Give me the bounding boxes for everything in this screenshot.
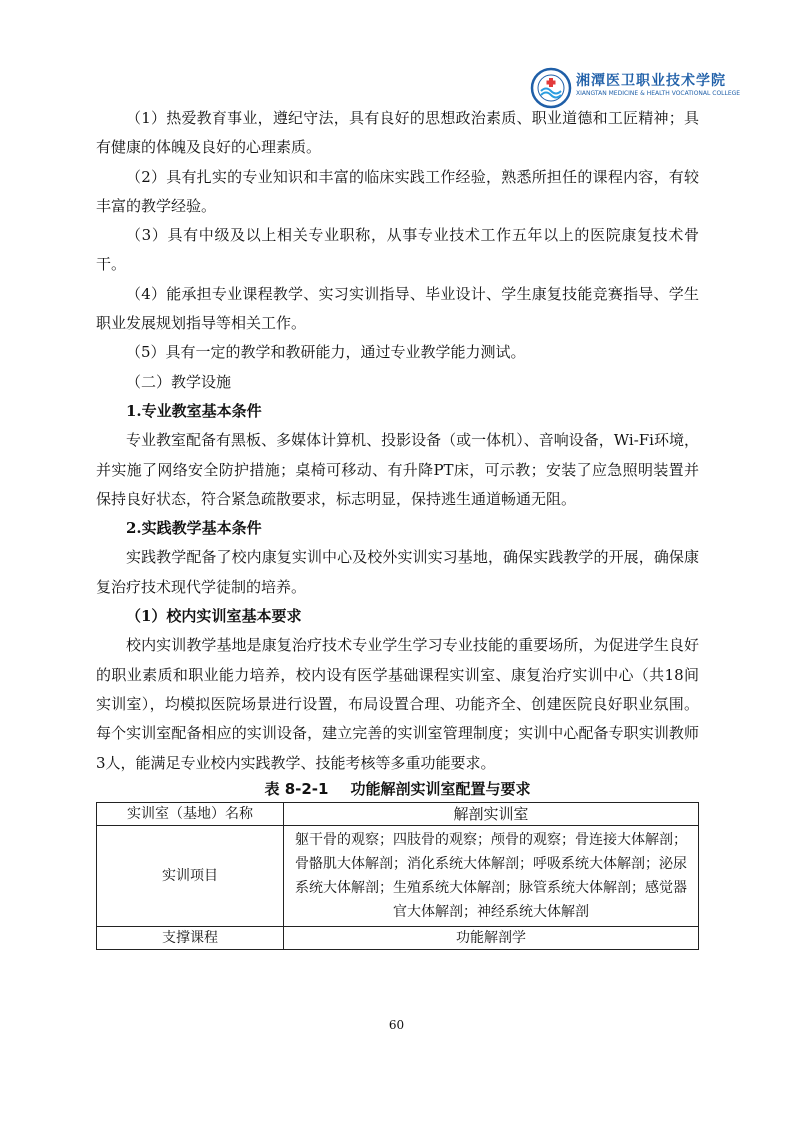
table-cell-label: 实训项目	[97, 825, 284, 926]
college-name: 湘潭医卫职业技术学院	[576, 73, 726, 89]
table-cell-value: 功能解剖学	[284, 926, 699, 949]
section-heading-teaching-facilities: （二）教学设施	[126, 372, 232, 391]
requirement-1: （1）热爱教育事业，遵纪守法，具有良好的思想政治素质、职业道德和工匠精神；具有健康的体魄及良好的心理素质。	[96, 109, 699, 157]
subheading-practice: 2.实践教学基本条件	[126, 519, 262, 538]
table-number: 表 8-2-1	[264, 779, 329, 798]
requirement-3: （3）具有中级及以上相关专业职称，从事专业技术工作五年以上的医院康复技术骨干。	[96, 226, 699, 274]
subheading-classroom: 1.专业教室基本条件	[126, 401, 262, 420]
lab-config-table	[96, 802, 699, 950]
subheading-onsite-training: （1）校内实训室基本要求	[126, 607, 302, 626]
onsite-training-paragraph: 校内实训教学基地是康复治疗技术专业学生学习专业技能的重要场所，为促进学生良好的职业素质和职业能力培养，校内设有医学基础课程实训室、康复治疗实训中心（共18间实训室），均模拟医院场景进行设置，布局设置合理、功能齐全、创建医院良好职业氛围。每个实训室配备相应的实训设备，建立完善的实训室管理制度；实训中心配备专职实训教师3人，能满足专业校内实践教学、技能考核等多重功能要求。	[96, 636, 699, 772]
college-name-english: XIANGTAN MEDICINE & HEALTH VOCATIONAL COLLEGE	[576, 90, 741, 97]
college-emblem-icon	[530, 67, 572, 109]
table-caption	[96, 779, 699, 799]
requirement-4: （4）能承担专业课程教学、实习实训指导、毕业设计、学生康复技能竞赛指导、学生职业发展规划指导等相关工作。	[96, 284, 699, 333]
requirement-5: （5）具有一定的教学和教研能力，通过专业教学能力测试。	[126, 343, 526, 362]
table-row	[97, 802, 699, 825]
practice-paragraph: 实践教学配备了校内康复实训中心及校外实训实习基地，确保实践教学的开展，确保康复治疗技术现代学徒制的培养。	[96, 548, 699, 596]
table-cell-label: 支撑课程	[97, 926, 284, 949]
document-body	[96, 104, 699, 950]
table-row	[97, 926, 699, 949]
table-title: 功能解剖实训室配置与要求	[350, 779, 531, 798]
table-row	[97, 825, 699, 926]
table-cell-value: 解剖实训室	[284, 802, 699, 825]
table-cell-value: 躯干骨的观察；四肢骨的观察；颅骨的观察；骨连接大体解剖；骨骼肌大体解剖；消化系统大体解剖；呼吸系统大体解剖；泌尿系统大体解剖；生殖系统大体解剖；脉管系统大体解剖；感觉器官大体解剖；神经系统大体解剖	[284, 825, 699, 926]
page-number: 60	[388, 1018, 405, 1032]
requirement-2: （2）具有扎实的专业知识和丰富的临床实践工作经验，熟悉所担任的课程内容，有较丰富的教学经验。	[96, 167, 699, 215]
table-cell-label: 实训室（基地）名称	[97, 802, 284, 825]
classroom-paragraph: 专业教室配备有黑板、多媒体计算机、投影设备（或一体机）、音响设备，Wi-Fi环境，并实施了网络安全防护措施；桌椅可移动、有升降PT床，可示教；安装了应急照明装置并保持良好状态，符合紧急疏散要求，标志明显，保持逃生通道畅通无阻。	[96, 431, 699, 508]
